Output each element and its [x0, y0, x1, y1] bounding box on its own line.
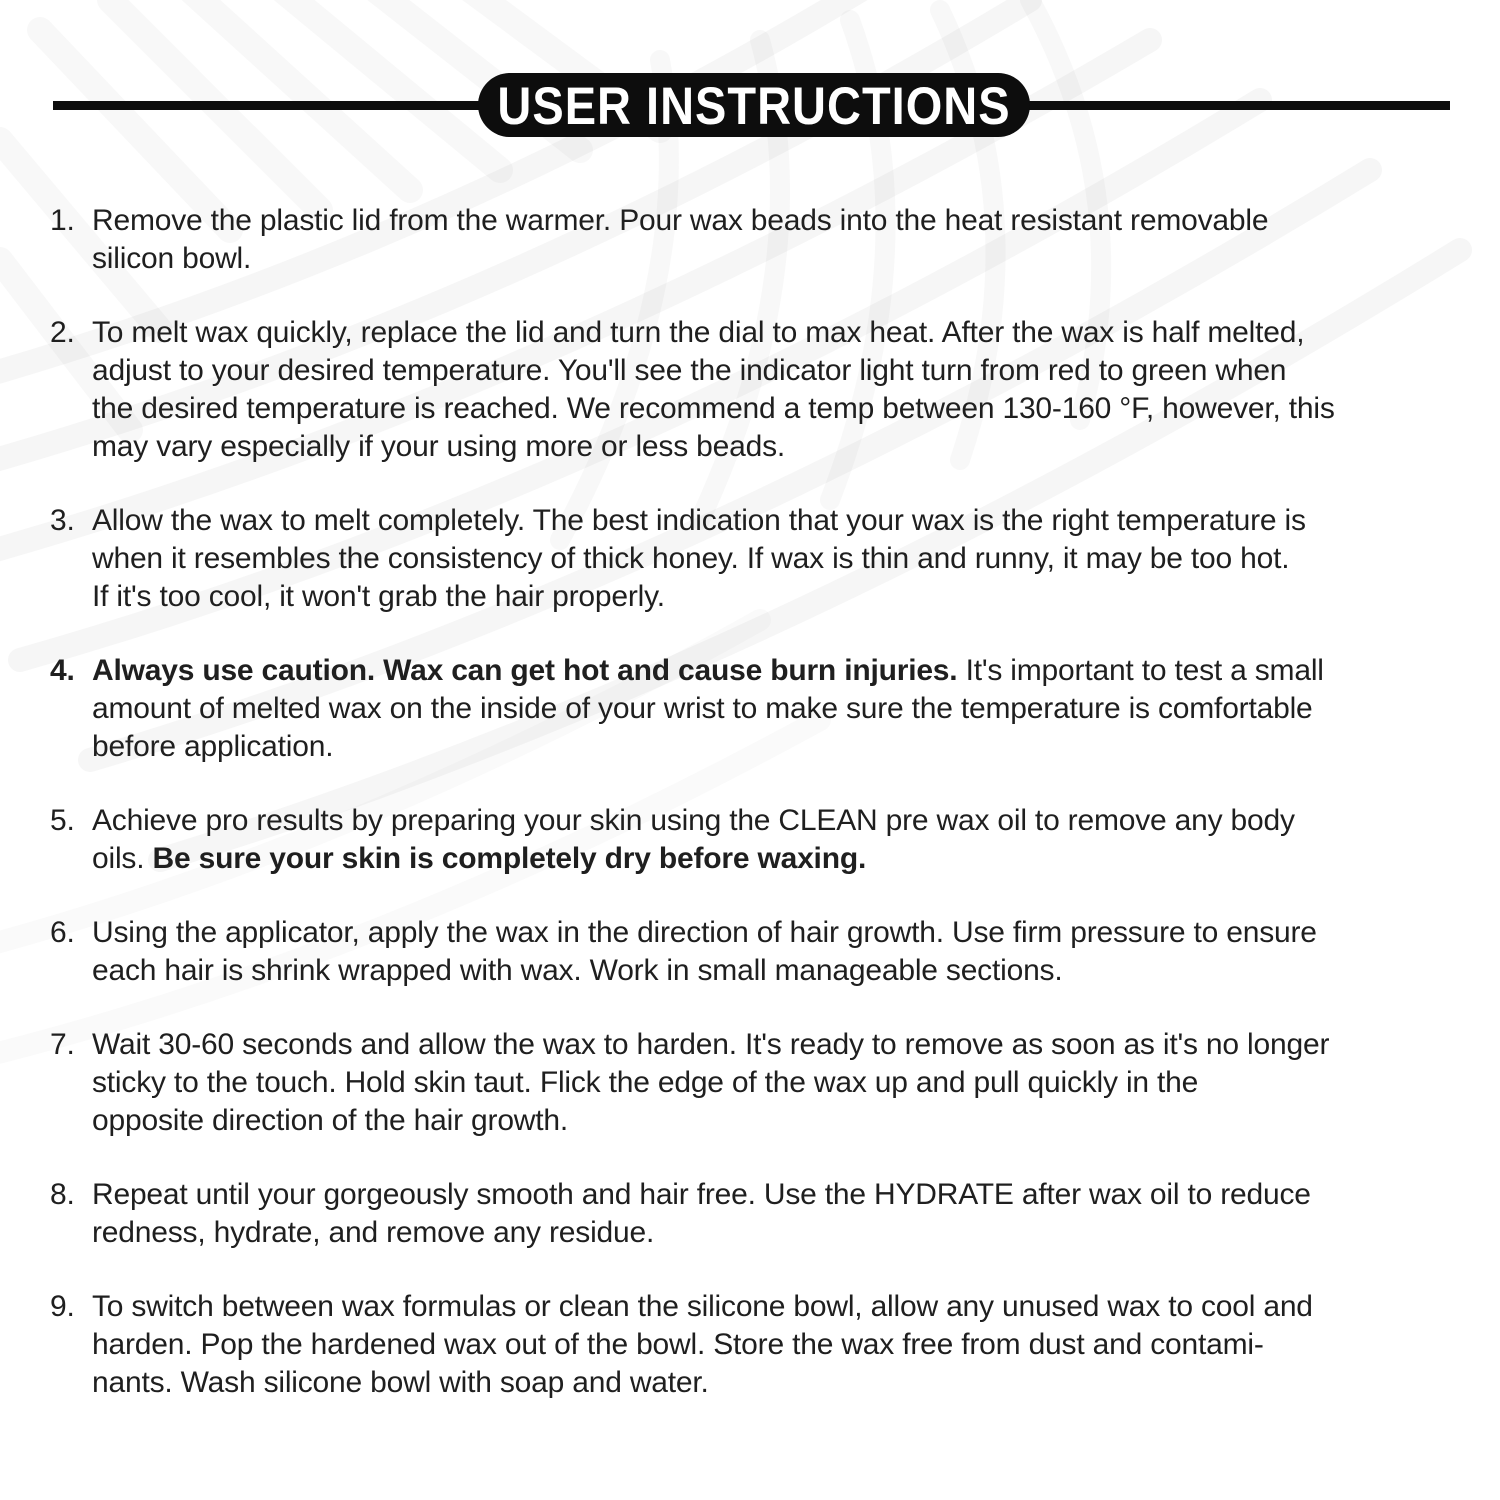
text-segment: before application. — [92, 730, 334, 763]
text-segment: the desired temperature is reached. We recommend a temp between 130-160 °F, however, this — [92, 392, 1335, 425]
text-segment: adjust to your desired temperature. You'll see the indicator light turn from red to green when — [92, 354, 1287, 387]
text-segment: oils. — [92, 842, 153, 875]
item-text — [92, 914, 1470, 990]
instruction-item — [50, 202, 1470, 278]
item-number: 5. — [50, 804, 75, 837]
instruction-item — [50, 914, 1470, 990]
item-number: 6. — [50, 916, 75, 949]
text-segment: may vary especially if your using more or less beads. — [92, 430, 786, 463]
instruction-line — [92, 802, 1470, 840]
text-segment: harden. Pop the hardened wax out of the bowl. Store the wax free from dust and contami- — [92, 1328, 1264, 1361]
instruction-item — [50, 802, 1470, 878]
instruction-line — [92, 540, 1470, 578]
text-segment: silicon bowl. — [92, 242, 252, 275]
text-segment: each hair is shrink wrapped with wax. Work in small manageable sections. — [92, 954, 1063, 987]
text-segment: sticky to the touch. Hold skin taut. Flick the edge of the wax up and pull quickly in the — [92, 1066, 1199, 1099]
item-text — [92, 1026, 1470, 1140]
instruction-item — [50, 1026, 1470, 1140]
instruction-line — [92, 1026, 1470, 1064]
text-segment: Allow the wax to melt completely. The best indication that your wax is the right temperature is — [92, 504, 1306, 537]
instruction-line — [92, 202, 1470, 240]
instruction-line — [92, 652, 1470, 690]
instruction-line — [92, 428, 1470, 466]
instruction-line — [92, 1214, 1470, 1252]
item-number: 9. — [50, 1290, 75, 1323]
text-segment: Remove the plastic lid from the warmer. Pour wax beads into the heat resistant removable — [92, 204, 1269, 237]
text-segment: Wait 30-60 seconds and allow the wax to harden. It's ready to remove as soon as it's no longer — [92, 1028, 1330, 1061]
text-segment: Repeat until your gorgeously smooth and hair free. Use the HYDRATE after wax oil to reduce — [92, 1178, 1311, 1211]
text-segment-bold: Be sure your skin is completely dry before waxing. — [152, 842, 867, 875]
text-segment: To switch between wax formulas or clean the silicone bowl, allow any unused wax to cool and — [92, 1290, 1313, 1323]
item-number: 1. — [50, 204, 75, 237]
item-number: 8. — [50, 1178, 75, 1211]
instruction-line — [92, 390, 1470, 428]
text-segment: redness, hydrate, and remove any residue. — [92, 1216, 655, 1249]
text-segment: If it's too cool, it won't grab the hair properly. — [92, 580, 665, 613]
instruction-line — [92, 352, 1470, 390]
text-segment: opposite direction of the hair growth. — [92, 1104, 569, 1137]
instruction-line — [92, 1326, 1470, 1364]
text-segment: nants. Wash silicone bowl with soap and water. — [92, 1366, 709, 1399]
title-badge — [478, 73, 1030, 137]
instruction-line — [92, 1064, 1470, 1102]
text-segment-bold: Always use caution. Wax can get hot and cause burn injuries. — [92, 654, 958, 687]
item-text — [92, 314, 1470, 466]
instruction-line — [92, 914, 1470, 952]
instruction-line — [92, 690, 1470, 728]
page-title: USER INSTRUCTIONS — [497, 75, 1011, 135]
instruction-line — [92, 314, 1470, 352]
text-segment: It's important to test a small — [957, 654, 1324, 687]
instruction-line — [92, 1176, 1470, 1214]
instruction-line — [92, 840, 1470, 878]
instruction-item — [50, 652, 1470, 766]
text-segment: To melt wax quickly, replace the lid and turn the dial to max heat. After the wax is half melted, — [92, 316, 1305, 349]
instruction-item — [50, 502, 1470, 616]
text-segment: when it resembles the consistency of thick honey. If wax is thin and runny, it may be too hot. — [92, 542, 1290, 575]
text-segment: Using the applicator, apply the wax in the direction of hair growth. Use firm pressure to ensure — [92, 916, 1317, 949]
instruction-line — [92, 1102, 1470, 1140]
item-text — [92, 1288, 1470, 1402]
instruction-line — [92, 728, 1470, 766]
item-number: 3. — [50, 504, 75, 537]
item-text — [92, 802, 1470, 878]
item-text — [92, 502, 1470, 616]
text-segment: amount of melted wax on the inside of your wrist to make sure the temperature is comfortable — [92, 692, 1313, 725]
instruction-line — [92, 1288, 1470, 1326]
instruction-line — [92, 578, 1470, 616]
item-text — [92, 1176, 1470, 1252]
item-number: 4. — [50, 654, 75, 687]
instruction-item — [50, 314, 1470, 466]
item-number: 7. — [50, 1028, 75, 1061]
instruction-line — [92, 952, 1470, 990]
text-segment: Achieve pro results by preparing your skin using the CLEAN pre wax oil to remove any body — [92, 804, 1295, 837]
instruction-item — [50, 1288, 1470, 1402]
instruction-line — [92, 240, 1470, 278]
instruction-item — [50, 1176, 1470, 1252]
item-text — [92, 202, 1470, 278]
instruction-line — [92, 1364, 1470, 1402]
item-number: 2. — [50, 316, 75, 349]
instruction-line — [92, 502, 1470, 540]
instructions-list — [50, 202, 1470, 1438]
item-text — [92, 652, 1470, 766]
